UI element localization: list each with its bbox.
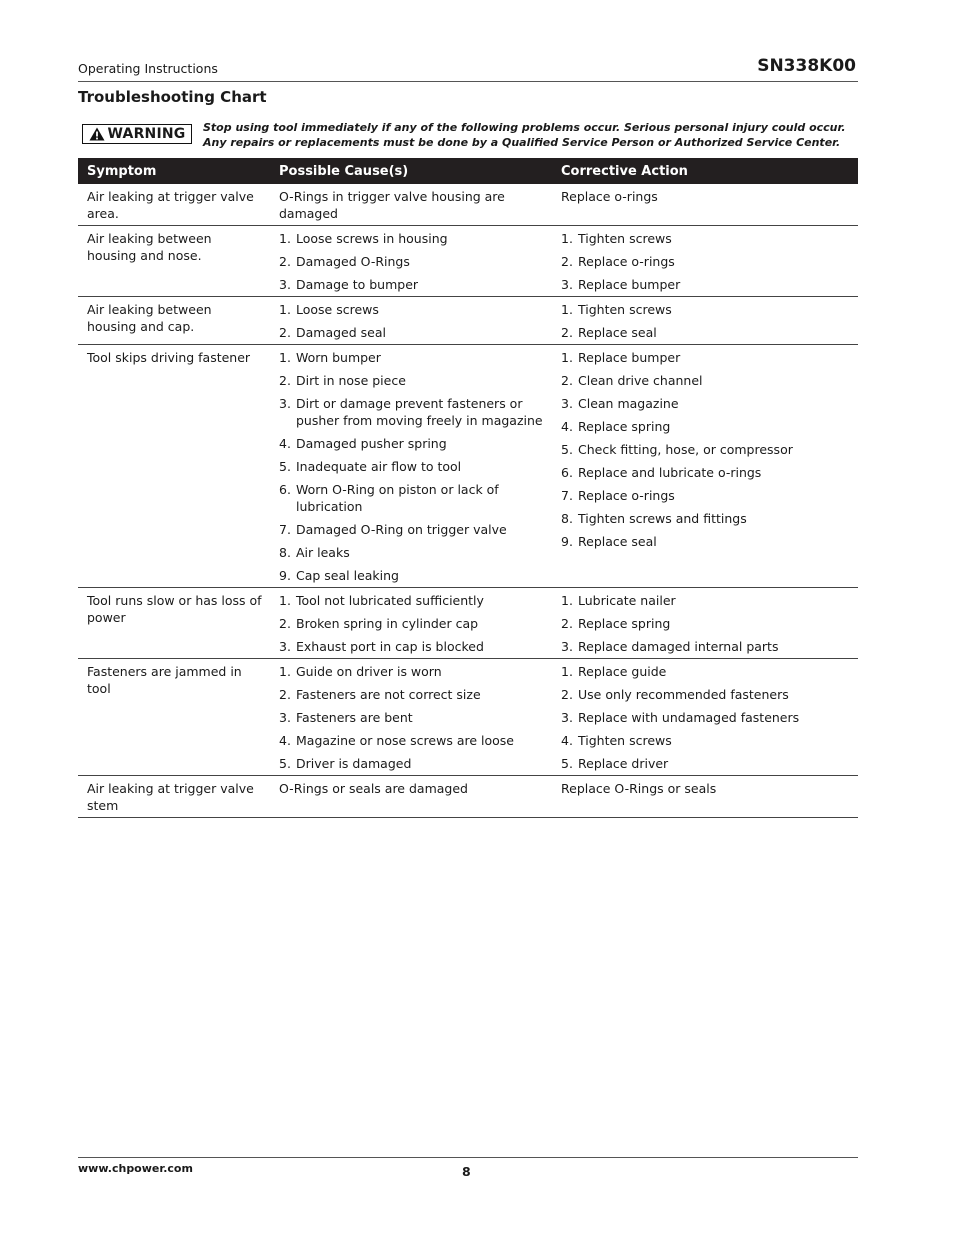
cause-number: 3. bbox=[279, 277, 291, 292]
action-number: 2. bbox=[561, 616, 573, 631]
causes-cell bbox=[270, 662, 552, 772]
actions-cell bbox=[552, 591, 858, 655]
cause-item bbox=[279, 229, 552, 247]
action-text: Replace seal bbox=[578, 325, 657, 340]
action-text: Replace seal bbox=[578, 534, 657, 549]
action-item bbox=[561, 708, 858, 726]
cause-number: 3. bbox=[279, 710, 291, 725]
table-row bbox=[78, 297, 858, 345]
action-number: 5. bbox=[561, 756, 573, 771]
cause-number: 8. bbox=[279, 545, 291, 560]
actions-cell bbox=[552, 300, 858, 341]
document-type: Operating Instructions bbox=[78, 61, 218, 76]
cause-text: Damaged seal bbox=[296, 325, 386, 340]
cause-item bbox=[279, 543, 552, 561]
cause-text: Cap seal leaking bbox=[296, 568, 399, 583]
action-number: 6. bbox=[561, 465, 573, 480]
action-item bbox=[561, 394, 858, 412]
cause-item bbox=[279, 434, 552, 452]
action-item bbox=[561, 685, 858, 703]
causes-cell bbox=[270, 779, 552, 814]
cause-text: Damaged pusher spring bbox=[296, 436, 447, 451]
action-item bbox=[561, 252, 858, 270]
cause-text: Broken spring in cylinder cap bbox=[296, 616, 479, 631]
cause-number: 6. bbox=[279, 482, 291, 497]
action-number: 7. bbox=[561, 488, 573, 503]
cause-number: 5. bbox=[279, 459, 291, 474]
column-header-symptom: Symptom bbox=[87, 163, 157, 179]
warning-label: WARNING bbox=[107, 126, 186, 142]
symptom-cell: Fasteners are jammed in tool bbox=[87, 664, 242, 696]
table-header bbox=[78, 158, 858, 184]
cause-number: 1. bbox=[279, 302, 291, 317]
action-number: 3. bbox=[561, 396, 573, 411]
action-text: Replace o-rings bbox=[578, 254, 675, 269]
page-header bbox=[78, 55, 858, 82]
page-number: 8 bbox=[462, 1164, 471, 1179]
symptom-cell: Air leaking at trigger valve stem bbox=[87, 781, 254, 813]
cause-number: 1. bbox=[279, 664, 291, 679]
action-item bbox=[561, 348, 858, 366]
website-url: www.chpower.com bbox=[78, 1162, 193, 1175]
cause-text: Dirt or damage prevent fasteners or pusher from moving freely in magazine bbox=[296, 396, 543, 428]
cause-text: Exhaust port in cap is blocked bbox=[296, 639, 484, 654]
symptom-cell: Tool runs slow or has loss of power bbox=[87, 593, 262, 625]
cause-number: 1. bbox=[279, 231, 291, 246]
cause-text: Damage to bumper bbox=[296, 277, 419, 292]
cause-text: Guide on driver is worn bbox=[296, 664, 442, 679]
cause-item bbox=[279, 323, 552, 341]
symptom-cell: Air leaking at trigger valve area. bbox=[87, 189, 254, 221]
action-item bbox=[561, 637, 858, 655]
action-item bbox=[561, 417, 858, 435]
cause-text: Damaged O-Ring on trigger valve bbox=[296, 522, 507, 537]
action-text: Replace damaged internal parts bbox=[578, 639, 779, 654]
cause-number: 2. bbox=[279, 616, 291, 631]
cause-text: Driver is damaged bbox=[296, 756, 412, 771]
action-item bbox=[561, 662, 858, 680]
section-title: Troubleshooting Chart bbox=[78, 88, 267, 106]
page-footer bbox=[78, 1157, 858, 1179]
cause-item bbox=[279, 731, 552, 749]
cause-text: Worn bumper bbox=[296, 350, 381, 365]
cause-number: 7. bbox=[279, 522, 291, 537]
cause-item bbox=[279, 779, 552, 797]
cause-item bbox=[279, 591, 552, 609]
action-text: Replace spring bbox=[578, 616, 671, 631]
action-text: Replace driver bbox=[578, 756, 669, 771]
causes-cell bbox=[270, 300, 552, 341]
action-item bbox=[561, 591, 858, 609]
cause-text: O-Rings in trigger valve housing are damaged bbox=[279, 189, 505, 221]
model-number: SN338K00 bbox=[757, 56, 856, 76]
table-row bbox=[78, 588, 858, 659]
cause-number: 9. bbox=[279, 568, 291, 583]
actions-cell bbox=[552, 229, 858, 293]
cause-item bbox=[279, 348, 552, 366]
causes-cell bbox=[270, 591, 552, 655]
causes-cell bbox=[270, 187, 552, 222]
action-item bbox=[561, 371, 858, 389]
cause-number: 4. bbox=[279, 733, 291, 748]
cause-number: 2. bbox=[279, 373, 291, 388]
cause-item bbox=[279, 275, 552, 293]
cause-number: 2. bbox=[279, 687, 291, 702]
action-item bbox=[561, 614, 858, 632]
action-item bbox=[561, 463, 858, 481]
action-item bbox=[561, 731, 858, 749]
warning-triangle-icon bbox=[89, 127, 105, 141]
action-item bbox=[561, 509, 858, 527]
action-text: Tighten screws bbox=[578, 231, 672, 246]
cause-number: 1. bbox=[279, 593, 291, 608]
action-number: 5. bbox=[561, 442, 573, 457]
action-text: Replace guide bbox=[578, 664, 667, 679]
action-text: Replace o-rings bbox=[578, 488, 675, 503]
table-row bbox=[78, 226, 858, 297]
action-item bbox=[561, 229, 858, 247]
symptom-cell: Air leaking between housing and cap. bbox=[87, 302, 212, 334]
cause-item bbox=[279, 371, 552, 389]
action-number: 8. bbox=[561, 511, 573, 526]
cause-item bbox=[279, 614, 552, 632]
cause-text: Loose screws in housing bbox=[296, 231, 448, 246]
cause-text: O-Rings or seals are damaged bbox=[279, 781, 468, 796]
causes-cell bbox=[270, 348, 552, 584]
causes-cell bbox=[270, 229, 552, 293]
cause-item bbox=[279, 708, 552, 726]
cause-number: 4. bbox=[279, 436, 291, 451]
action-text: Tighten screws bbox=[578, 302, 672, 317]
action-number: 3. bbox=[561, 710, 573, 725]
action-item bbox=[561, 779, 858, 797]
action-text: Check fitting, hose, or compressor bbox=[578, 442, 793, 457]
action-number: 2. bbox=[561, 687, 573, 702]
cause-item bbox=[279, 566, 552, 584]
cause-text: Dirt in nose piece bbox=[296, 373, 406, 388]
action-text: Lubricate nailer bbox=[578, 593, 676, 608]
cause-text: Worn O-Ring on piston or lack of lubrication bbox=[296, 482, 499, 514]
action-text: Replace bumper bbox=[578, 350, 681, 365]
table-row bbox=[78, 776, 858, 818]
cause-item bbox=[279, 662, 552, 680]
action-text: Tighten screws bbox=[578, 733, 672, 748]
cause-item bbox=[279, 637, 552, 655]
action-number: 1. bbox=[561, 664, 573, 679]
cause-text: Inadequate air flow to tool bbox=[296, 459, 462, 474]
cause-text: Damaged O-Rings bbox=[296, 254, 410, 269]
action-number: 1. bbox=[561, 231, 573, 246]
actions-cell bbox=[552, 662, 858, 772]
action-number: 2. bbox=[561, 325, 573, 340]
action-text: Clean magazine bbox=[578, 396, 679, 411]
column-header-actions: Corrective Action bbox=[561, 163, 688, 179]
action-text: Replace with undamaged fasteners bbox=[578, 710, 800, 725]
cause-number: 2. bbox=[279, 254, 291, 269]
table-row bbox=[78, 659, 858, 776]
cause-number: 3. bbox=[279, 396, 291, 411]
cause-number: 5. bbox=[279, 756, 291, 771]
actions-cell bbox=[552, 187, 858, 222]
table-row bbox=[78, 345, 858, 588]
action-item bbox=[561, 300, 858, 318]
action-number: 4. bbox=[561, 733, 573, 748]
symptom-cell: Air leaking between housing and nose. bbox=[87, 231, 212, 263]
symptom-cell: Tool skips driving fastener bbox=[87, 350, 251, 365]
cause-text: Fasteners are bent bbox=[296, 710, 413, 725]
warning-message-line: Any repairs or replacements must be done by a Qualified Service Person or Authorized Service Center. bbox=[203, 136, 841, 149]
action-number: 4. bbox=[561, 419, 573, 434]
action-item bbox=[561, 754, 858, 772]
table-row bbox=[78, 184, 858, 226]
action-text: Use only recommended fasteners bbox=[578, 687, 789, 702]
column-header-causes: Possible Cause(s) bbox=[279, 163, 409, 179]
action-item bbox=[561, 323, 858, 341]
warning-badge bbox=[82, 124, 192, 144]
cause-number: 1. bbox=[279, 350, 291, 365]
cause-item bbox=[279, 187, 552, 222]
cause-text: Fasteners are not correct size bbox=[296, 687, 481, 702]
action-number: 3. bbox=[561, 277, 573, 292]
cause-text: Air leaks bbox=[296, 545, 350, 560]
warning-message bbox=[203, 120, 863, 150]
action-item bbox=[561, 440, 858, 458]
cause-text: Magazine or nose screws are loose bbox=[296, 733, 514, 748]
cause-item bbox=[279, 520, 552, 538]
cause-number: 2. bbox=[279, 325, 291, 340]
warning-message-line: Stop using tool immediately if any of the following problems occur. Serious personal injury could occur. bbox=[203, 121, 846, 134]
cause-item bbox=[279, 754, 552, 772]
action-item bbox=[561, 486, 858, 504]
actions-cell bbox=[552, 348, 858, 584]
cause-number: 3. bbox=[279, 639, 291, 654]
table-body bbox=[78, 184, 858, 818]
action-number: 9. bbox=[561, 534, 573, 549]
action-number: 2. bbox=[561, 254, 573, 269]
cause-item bbox=[279, 480, 552, 515]
troubleshooting-table bbox=[78, 158, 858, 818]
action-text: Tighten screws and fittings bbox=[578, 511, 747, 526]
action-number: 1. bbox=[561, 350, 573, 365]
cause-item bbox=[279, 685, 552, 703]
action-text: Clean drive channel bbox=[578, 373, 703, 388]
action-item bbox=[561, 275, 858, 293]
action-number: 1. bbox=[561, 302, 573, 317]
action-number: 3. bbox=[561, 639, 573, 654]
cause-item bbox=[279, 457, 552, 475]
action-item bbox=[561, 532, 858, 550]
cause-item bbox=[279, 252, 552, 270]
action-item bbox=[561, 187, 858, 205]
cause-text: Loose screws bbox=[296, 302, 379, 317]
action-text: Replace and lubricate o-rings bbox=[578, 465, 762, 480]
action-text: Replace bumper bbox=[578, 277, 681, 292]
action-text: Replace o-rings bbox=[561, 189, 658, 204]
cause-item bbox=[279, 394, 552, 429]
action-text: Replace spring bbox=[578, 419, 671, 434]
cause-text: Tool not lubricated sufficiently bbox=[296, 593, 484, 608]
action-text: Replace O-Rings or seals bbox=[561, 781, 717, 796]
actions-cell bbox=[552, 779, 858, 814]
action-number: 1. bbox=[561, 593, 573, 608]
cause-item bbox=[279, 300, 552, 318]
action-number: 2. bbox=[561, 373, 573, 388]
